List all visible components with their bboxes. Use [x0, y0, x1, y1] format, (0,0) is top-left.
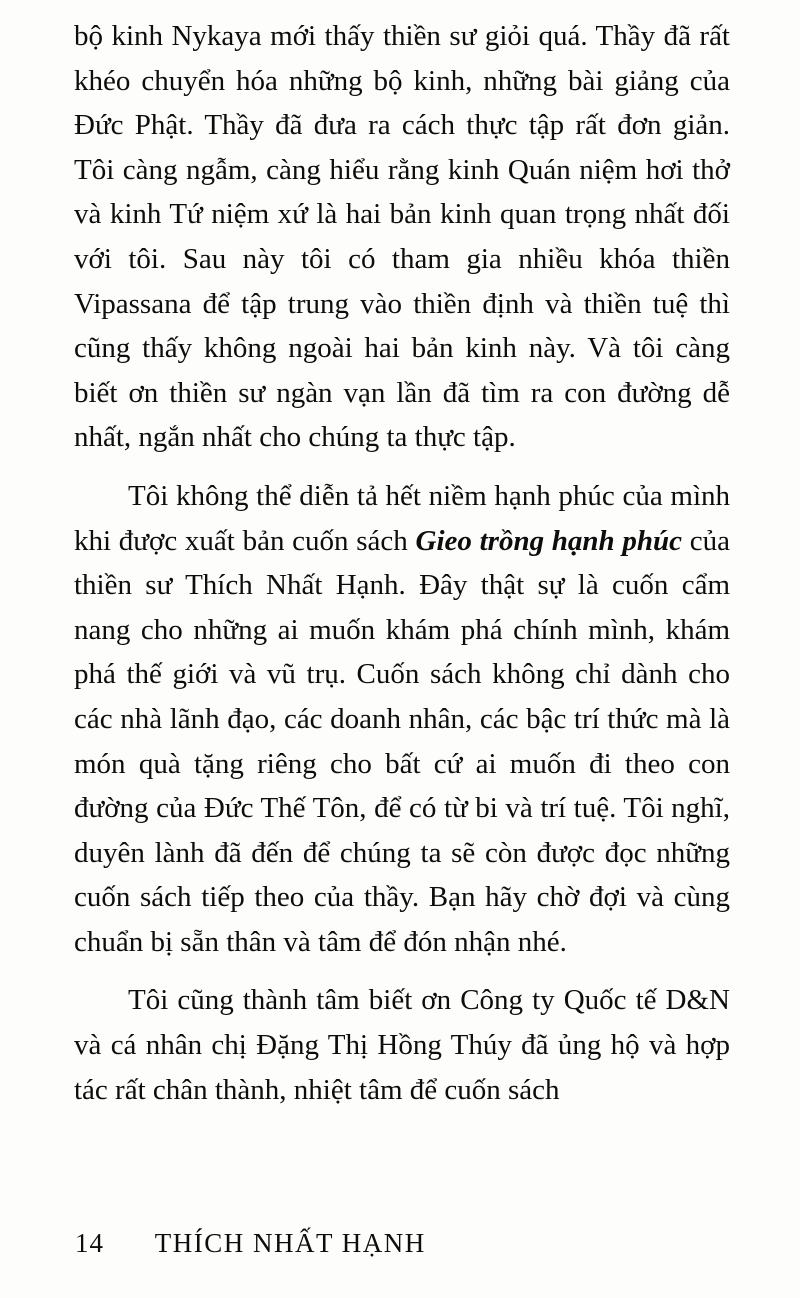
paragraph	[74, 14, 730, 460]
page-number: 14	[75, 1228, 104, 1258]
text-segment: Tôi không thể diễn tả hết niềm hạnh phúc của mình khi được xuất bản cuốn sách	[74, 479, 730, 557]
paragraph	[74, 978, 730, 1112]
book-title-emphasis: Gieo trồng hạnh phúc	[415, 524, 683, 557]
paragraph	[74, 474, 730, 965]
page-footer	[75, 1226, 731, 1260]
running-title: THÍCH NHẤT HẠNH	[154, 1228, 426, 1258]
text-segment: bộ kinh Nykaya mới thấy thiền sư giỏi quá. Thầy đã rất khéo chuyển hóa những bộ kinh, những bài giảng của Đức Phật. Thầy đã đưa ra cách thực tập rất đơn giản. Tôi càng ngẫm, càng hiểu rằng kinh Quán niệm hơi thở và kinh Tứ niệm xứ là hai bản kinh quan trọng nhất đối với tôi. Sau này tôi có tham gia nhiều khóa thiền Vipassana để tập trung vào thiền định và thiền tuệ thì cũng thấy không ngoài hai bản kinh này. Và tôi càng biết ơn thiền sư ngàn vạn lần đã tìm ra con đường dễ nhất, ngắn nhất cho chúng ta thực tập.	[74, 20, 730, 454]
body-text-block	[74, 14, 730, 1112]
text-segment: của thiền sư Thích Nhất Hạnh. Đây thật sự là cuốn cẩm nang cho những ai muốn khám phá chính mình, khám phá thế giới và vũ trụ. Cuốn sách không chỉ dành cho các nhà lãnh đạo, các doanh nhân, các bậc trí thức mà là món quà tặng riêng cho bất cứ ai muốn đi theo con đường của Đức Thế Tôn, để có từ bi và trí tuệ. Tôi nghĩ, duyên lành đã đến để chúng ta sẽ còn được đọc những cuốn sách tiếp theo của thầy. Bạn hãy chờ đợi và cùng chuẩn bị sẵn thân và tâm để đón nhận nhé.	[74, 524, 731, 958]
text-segment: Tôi cũng thành tâm biết ơn Công ty Quốc tế D&N và cá nhân chị Đặng Thị Hồng Thúy đã ủng hộ và hợp tác rất chân thành, nhiệt tâm để cuốn sách	[74, 984, 730, 1106]
